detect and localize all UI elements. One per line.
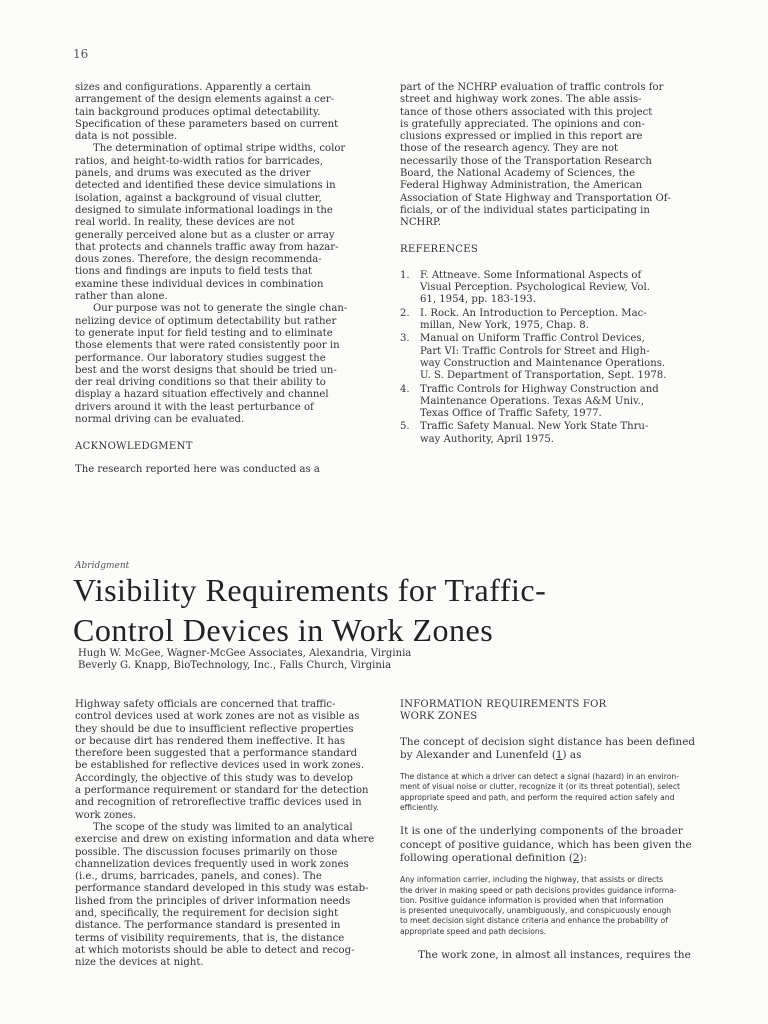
authors	[78, 648, 578, 672]
references-list	[400, 270, 695, 446]
top-left-column	[75, 82, 375, 476]
acknowledgment-text: The research reported here was conducted as a	[75, 463, 320, 475]
body-paragraph: It is one of the underlying components of the broader concept of positive guidance, which has been given the following operational definition (2):	[400, 825, 692, 864]
body-paragraph: part of the NCHRP evaluation of traffic controls for street and highway work zones. The able assis- tance of those others associated with this project is gratefully appreciated. The opinions and con- clusions expressed or implied in this report are those of the research agency. They are not necessarily those of the Transportation Research Board, the National Academy of Sciences, the Federal Highway Administration, the American Association of State Highway and Transportation Of- ficials, or of the individual states participating in NCHRP.	[400, 82, 671, 229]
reference-item: 1. F. Attneave. Some Informational Aspects of Visual Perception. Psychological Review, Vol. 61, 1954, pp. 183-193.	[400, 269, 650, 306]
block-quote: Any information carrier, including the highway, that assists or directs the driver in making speed or path decisions provides guidance informa- tion. Positive guidance information is provided when that information is presented unequivocally, unambiguously, and conspicuously enough to meet decision sight distance criteria and enhance the probability of appropriate speed and path decisions.	[400, 875, 677, 936]
block-quote: The distance at which a driver can detect a signal (hazard) in an environ- ment of visual noise or clutter, recognize it (or its threat potential), select appropriate speed and path, and perform the required action safely and efficiently.	[400, 772, 680, 813]
body-paragraph: Our purpose was not to generate the single chan- nelizing device of optimum detectability but rather to generate input for field testing and to eliminate those elements that were rated consistently poor in performance. Our laboratory studies suggest the best and the worst designs that should be tried un- der real driving conditions so that their ability to display a hazard situation effectively and channel drivers around it with the least perturbance of normal driving can be evaluated.	[75, 303, 348, 426]
body-paragraph: Highway safety officials are concerned that traffic- control devices used at work zones are not as visible as they should be due to insufficient reflective properties or because dirt has rendered them ineffective. It has therefore been suggested that a performance standard be established for reflective devices used in work zones. Accordingly, the objective of this study was to develop a performance requirement or standard for the detection and recognition of retroreflective traffic devices used in work zones.	[75, 699, 369, 821]
reference-item: 5. Traffic Safety Manual. New York State Thru- way Authority, April 1975.	[400, 421, 649, 445]
author-line: Beverly G. Knapp, BioTechnology, Inc., Falls Church, Virginia	[78, 660, 392, 671]
reference-item: 4. Traffic Controls for Highway Construction and Maintenance Operations. Texas A&M Univ., Texas Office of Traffic Safety, 1977.	[400, 383, 659, 420]
bottom-right-column	[400, 699, 700, 972]
author-line: Hugh W. McGee, Wagner-McGee Associates, Alexandria, Virginia	[78, 648, 412, 659]
references-heading: REFERENCES	[400, 243, 479, 255]
reference-item: 2. I. Rock. An Introduction to Perception. Mac- millan, New York, 1975, Chap. 8.	[400, 307, 647, 332]
article-title: Visibility Requirements for Traffic- Control Devices in Work Zones	[73, 572, 547, 648]
citation-ref: 2	[572, 851, 580, 864]
page-number: 16	[73, 47, 89, 61]
reference-item: 3. Manual on Uniform Traffic Control Devices, Part VI: Traffic Controls for Street and High- way Construction and Maintenance Operations. U. S. Department of Transportation, Sept. 1978.	[400, 333, 667, 382]
body-paragraph: The work zone, in almost all instances, requires the	[418, 949, 691, 962]
section-heading: INFORMATION REQUIREMENTS FOR WORK ZONES	[400, 699, 607, 723]
bottom-left-column	[75, 699, 385, 970]
body-paragraph: The scope of the study was limited to an analytical exercise and drew on existing information and data where possible. The discussion focuses primarily on those channelization devices frequently used in work zones (i.e., drums, barricades, panels, and cones). The performance standard developed in this study was estab- lished from the principles of driver information needs and, specifically, the requirement for decision sight distance. The performance standard is presented in terms of visibility requirements, that is, the distance at which motorists should be able to detect and recog- nize the devices at night.	[75, 821, 375, 969]
body-paragraph: The concept of decision sight distance has been defined by Alexander and Lunenfeld (1) as	[400, 735, 696, 761]
body-paragraph: sizes and configurations. Apparently a certain arrangement of the design elements against a cer- tain background produces optimal detectability. Specification of these parameters based on current data is not possible.	[75, 82, 339, 143]
body-paragraph: The determination of optimal stripe widths, color ratios, and height-to-width ratios for barricades, panels, and drums was executed as the driver detected and identified these device simulations in isolation, against a background of visual clutter, designed to simulate informational loadings in the real world. In reality, these devices are not generally perceived alone but as a cluster or array that protects and channels traffic away from hazar- dous zones. Therefore, the design recommenda- tions and findings are inputs to field tests that examine these individual devices in combination rather than alone.	[75, 143, 346, 303]
citation-ref: 1	[555, 748, 563, 761]
top-right-column	[400, 82, 695, 447]
abridgment-label: Abridgment	[75, 561, 130, 571]
acknowledgment-heading: ACKNOWLEDGMENT	[75, 441, 193, 453]
